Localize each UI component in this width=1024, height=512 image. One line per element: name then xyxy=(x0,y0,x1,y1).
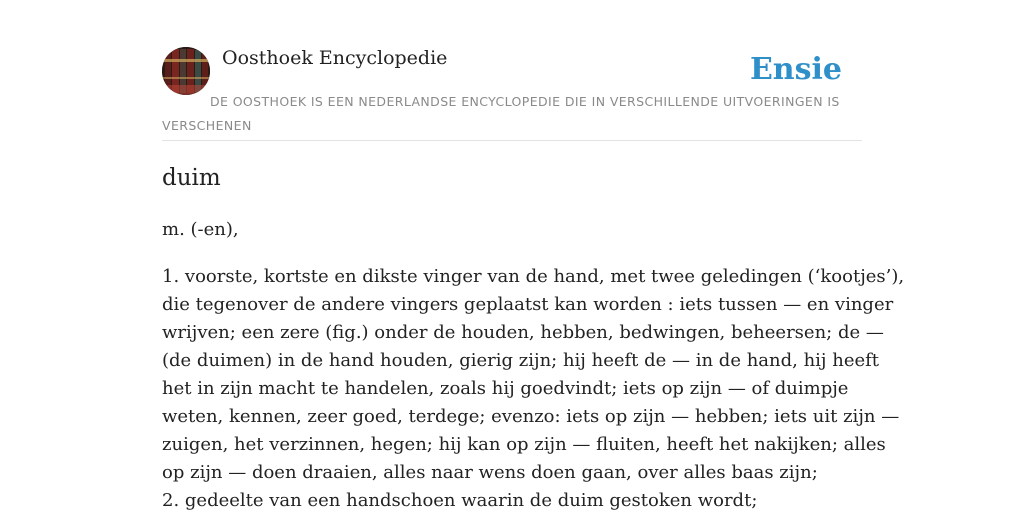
definition-line: op zijn — doen draaien, alles naar wens doen gaan, over alles baas zijn; xyxy=(162,462,818,483)
ensie-logo-link[interactable]: Ensie xyxy=(749,52,842,87)
definition-line: 1. voorste, kortste en dikste vinger van de hand, met twee geledingen (‘kootjes’), xyxy=(162,266,905,287)
site-title[interactable]: Oosthoek Encyclopedie xyxy=(222,47,448,69)
site-header xyxy=(162,46,862,141)
definition-line: wrijven; een zere (fig.) onder de houden, hebben, bedwingen, beheersen; de — xyxy=(162,322,884,343)
definition-line: 2. gedeelte van een handschoen waarin de duim gestoken wordt; xyxy=(162,490,758,511)
entry-grammar: m. (-en), xyxy=(162,219,239,240)
definition-line: weten, kennen, zeer goed, terdege; evenzo: iets op zijn — hebben; iets uit zijn — xyxy=(162,406,900,427)
definition-line: het in zijn macht te handelen, zoals hij goedvindt; iets op zijn — of duimpje xyxy=(162,378,849,399)
definition-line: zuigen, het verzinnen, hegen; hij kan op zijn — fluiten, heeft het nakijken; alles xyxy=(162,434,886,455)
site-tagline: DE OOSTHOEK IS EEN NEDERLANDSE ENCYCLOPEDIE DIE IN VERSCHILLENDE UITVOERINGEN IS VERSCHENEN xyxy=(162,94,840,133)
book-spines-icon xyxy=(162,47,210,95)
avatar[interactable] xyxy=(162,47,210,95)
definition-line: die tegenover de andere vingers geplaatst kan worden : iets tussen — en vinger xyxy=(162,294,894,315)
entry-headword: duim xyxy=(162,165,221,191)
entry-definition xyxy=(162,263,905,512)
definition-line: (de duimen) in de hand houden, gierig zijn; hij heeft de — in de hand, hij heeft xyxy=(162,350,880,371)
